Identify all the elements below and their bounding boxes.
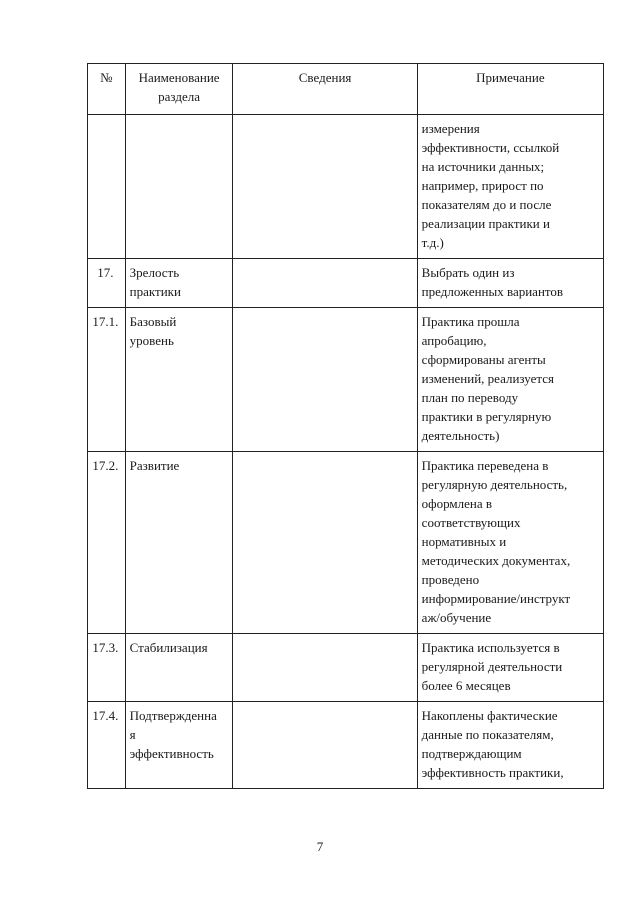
header-info: Сведения: [233, 64, 417, 115]
row-note: Накоплены фактические данные по показателям, подтверждающим эффективность практики,: [417, 702, 603, 789]
row-info: [233, 634, 417, 702]
header-section-name: Наименование раздела: [125, 64, 233, 115]
table-row: [88, 308, 604, 452]
row-note: Выбрать один из предложенных вариантов: [417, 259, 603, 308]
header-number: №: [88, 64, 126, 115]
row-info: [233, 115, 417, 259]
row-section-name: Развитие: [125, 452, 233, 634]
document-table: [87, 63, 604, 789]
row-section-name: [125, 115, 233, 259]
row-note: Практика используется в регулярной деятельности более 6 месяцев: [417, 634, 603, 702]
row-section-name: Зрелость практики: [125, 259, 233, 308]
row-number: 17.: [88, 259, 126, 308]
table-row: [88, 634, 604, 702]
row-info: [233, 452, 417, 634]
row-number: 17.1.: [88, 308, 126, 452]
row-number: [88, 115, 126, 259]
row-note: Практика переведена в регулярную деятельность, оформлена в соответствующих нормативных и методических документах, проведено информирование/инструкт аж/обучение: [417, 452, 603, 634]
row-info: [233, 259, 417, 308]
row-info: [233, 308, 417, 452]
table-row: [88, 115, 604, 259]
row-note: измерения эффективности, ссылкой на источники данных; например, прирост по показателям до и после реализации практики и т.д.): [417, 115, 603, 259]
row-number: 17.4.: [88, 702, 126, 789]
header-note: Примечание: [417, 64, 603, 115]
table-row: [88, 259, 604, 308]
page-number: 7: [316, 839, 324, 854]
row-number: 17.2.: [88, 452, 126, 634]
row-section-name: Стабилизация: [125, 634, 233, 702]
table-header-row: [88, 64, 604, 115]
row-section-name: Подтвержденна я эффективность: [125, 702, 233, 789]
table-row: [88, 702, 604, 789]
row-info: [233, 702, 417, 789]
row-section-name: Базовый уровень: [125, 308, 233, 452]
row-number: 17.3.: [88, 634, 126, 702]
table-row: [88, 452, 604, 634]
row-note: Практика прошла апробацию, сформированы агенты изменений, реализуется план по переводу практики в регулярную деятельность): [417, 308, 603, 452]
